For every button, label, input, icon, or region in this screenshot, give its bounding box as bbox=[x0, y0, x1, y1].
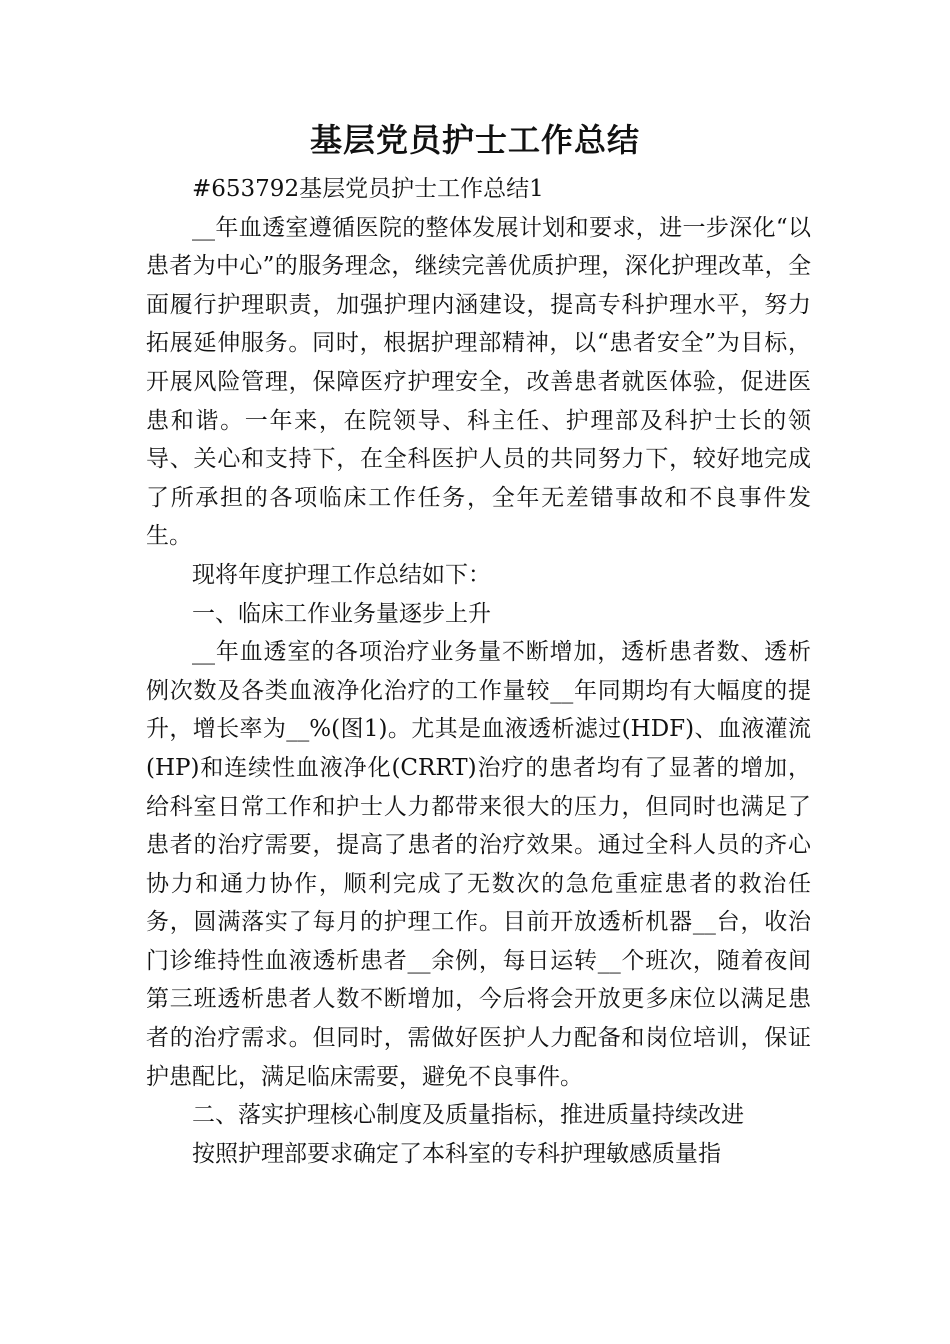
paragraph-section-2: 按照护理部要求确定了本科室的专科护理敏感质量指 bbox=[192, 1140, 721, 1167]
section-heading-2: 二、落实护理核心制度及质量指标，推进质量持续改进 bbox=[192, 1102, 744, 1129]
paragraph-summary-lead: 现将年度护理工作总结如下： bbox=[192, 561, 491, 588]
section-heading-1: 一、临床工作业务量逐步上升 bbox=[192, 600, 491, 627]
document-title: 基层党员护士工作总结 bbox=[309, 121, 640, 159]
paragraph-intro: __年血透室遵循医院的整体发展计划和要求，进一步深化“以患者为中心”的服务理念，继续完善优质护理，深化护理改革，全面履行护理职责，加强护理内涵建设，提高专科护理水平，努力拓展延伸服务。同时，根据护理部精神，以“患者安全”为目标，开展风险管理，保障医疗护理安全，改善患者就医体验，促进医患和谐。一年来，在院领导、科主任、护理部及科护士长的领导、关心和支持下，在全科医护人员的共同努力下，较好地完成了所承担的各项临床工作任务，全年无差错事故和不良事件发生。 bbox=[146, 214, 811, 550]
paragraph-section-1: __年血透室的各项治疗业务量不断增加，透析患者数、透析例次数及各类血液净化治疗的工作量较__年同期均有大幅度的提升，增长率为__%(图1)。尤其是血液透析滤过(HDF)、血液灌流(HP)和连续性血液净化(CRRT)治疗的患者均有了显著的增加，给科室日常工作和护士人力都带来很大的压力，但同时也满足了患者的治疗需要，提高了患者的治疗效果。通过全科人员的齐心协力和通力协作，顺利完成了无数次的急危重症患者的救治任务，圆满落实了每月的护理工作。目前开放透析机器__台，收治门诊维持性血液透析患者__余例，每日运转__个班次，随着夜间第三班透析患者人数不断增加，今后将会开放更多床位以满足患者的治疗需求。但同时，需做好医护人力配备和岗位培训，保证护患配比，满足临床需要，避免不良事件。 bbox=[146, 639, 811, 1090]
paragraph-doc-id: #653792基层党员护士工作总结1 bbox=[192, 176, 544, 202]
document-body bbox=[146, 170, 811, 1173]
